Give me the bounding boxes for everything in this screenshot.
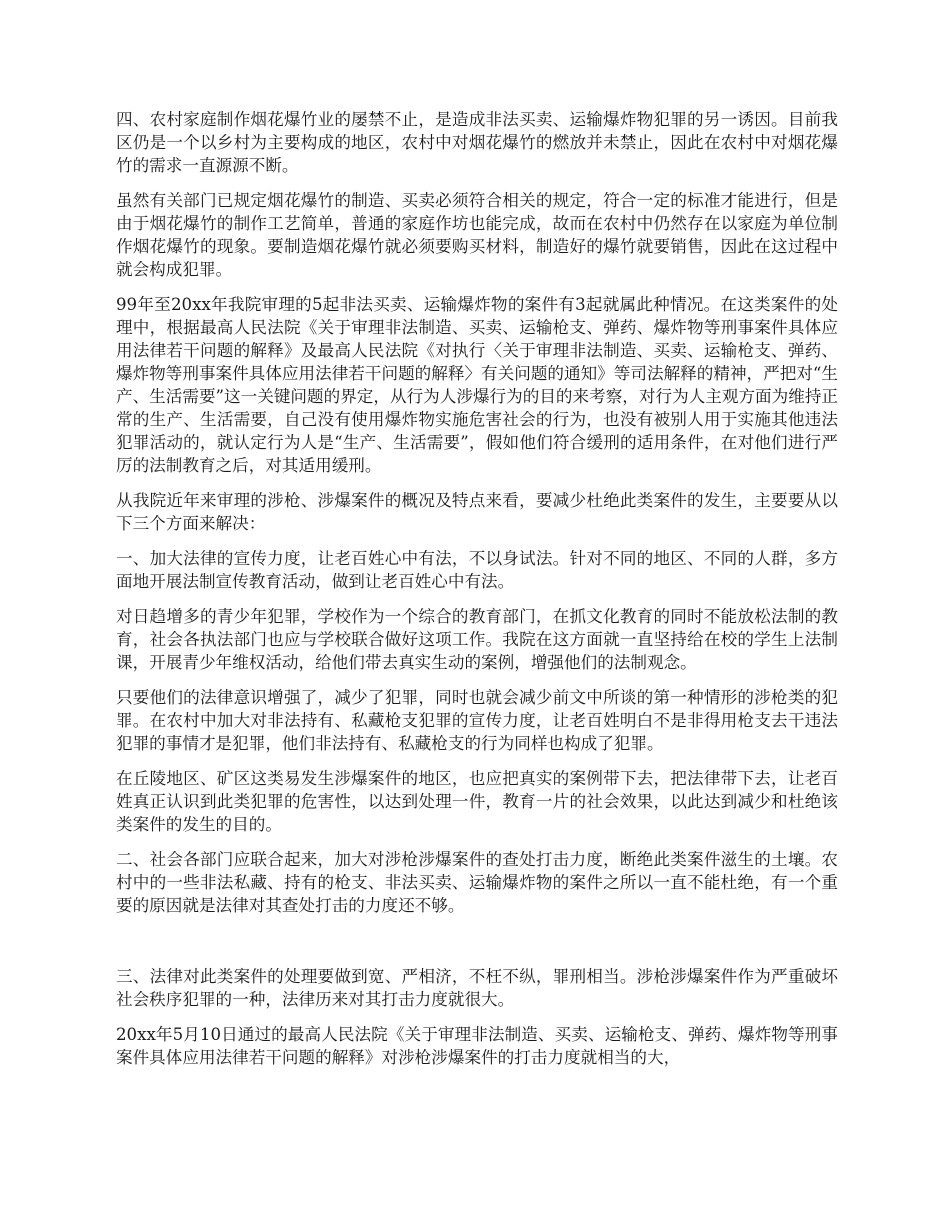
paragraph-fireworks-cause: 四、农村家庭制作烟花爆竹业的屡禁不止，是造成非法买卖、运输爆炸物犯罪的另一诱因。目前我区仍是一个以乡村为主要构成的地区，农村中对烟花爆竹的燃放并未禁止，因此在农村中对烟花爆竹的需求一直源源不断。	[116, 110, 838, 175]
paragraph-hilly-mining-areas: 在丘陵地区、矿区这类易发生涉爆案件的地区，也应把真实的案例带下去，把法律带下去，让老百姓真正认识到此类犯罪的危害性，以达到处理一件，教育一片的社会效果，以此达到减少和杜绝该类案件的发生的目的。	[116, 769, 838, 834]
paragraph-solution-three: 三、法律对此类案件的处理要做到宽、严相济，不枉不纵，罪刑相当。涉枪涉爆案件作为严重破坏社会秩序犯罪的一种，法律历来对其打击力度就很大。	[116, 967, 838, 1009]
paragraph-fireworks-regulation: 虽然有关部门已规定烟花爆竹的制造、买卖必须符合相关的规定，符合一定的标准才能进行，但是由于烟花爆竹的制作工艺简单，普通的家庭作坊也能完成，故而在农村中仍然存在以家庭为单位制作烟花爆竹的现象。要制造烟花爆竹就必须要购买材料，制造好的爆竹就要销售，因此在这过程中就会构成犯罪。	[116, 191, 838, 279]
document-body	[116, 108, 838, 1081]
paragraph-solutions-intro: 从我院近年来审理的涉枪、涉爆案件的概况及特点来看，要减少杜绝此类案件的发生，主要要从以下三个方面来解决：	[116, 491, 838, 533]
paragraph-legal-awareness: 只要他们的法律意识增强了，减少了犯罪，同时也就会减少前文中所谈的第一种情形的涉枪类的犯罪。在农村中加大对非法持有、私藏枪支犯罪的宣传力度，让老百姓明白不是非得用枪支去干违法犯罪的事情才是犯罪，他们非法持有、私藏枪支的行为同样也构成了犯罪。	[116, 688, 838, 753]
paragraph-case-statistics: 99年至20xx年我院审理的5起非法买卖、运输爆炸物的案件有3起就属此种情况。在这类案件的处理中，根据最高人民法院《关于审理非法制造、买卖、运输枪支、弹药、爆炸物等刑事案件具体应用法律若干问题的解释》及最高人民法院《对执行〈关于审理非法制造、买卖、运输枪支、弹药、爆炸物等刑事案件具体应用法律若干问题的解释〉有关问题的通知》等司法解释的精神，严把对“生产、生活需要”这一关键问题的界定，从行为人涉爆行为的目的来考察，对行为人主观方面为维持正常的生产、生活需要，自己没有使用爆炸物实施危害社会的行为，也没有被别人用于实施其他违法犯罪活动的，就认定行为人是“生产、生活需要”，假如他们符合缓刑的适用条件，在对他们进行严厉的法制教育之后，对其适用缓刑。	[116, 295, 839, 475]
paragraph-judicial-interpretation: 20xx年5月10日通过的最高人民法院《关于审理非法制造、买卖、运输枪支、弹药、爆炸物等刑事案件具体应用法律若干问题的解释》对涉枪涉爆案件的打击力度就相当的大，	[116, 1025, 838, 1067]
paragraph-solution-one: 一、加大法律的宣传力度，让老百姓心中有法，不以身试法。针对不同的地区、不同的人群，多方面地开展法制宣传教育活动，做到让老百姓心中有法。	[116, 549, 838, 591]
paragraph-youth-education: 对日趋增多的青少年犯罪，学校作为一个综合的教育部门，在抓文化教育的同时不能放松法制的教育，社会各执法部门也应与学校联合做好这项工作。我院在这方面就一直坚持给在校的学生上法制课，开展青少年维权活动，给他们带去真实生动的案例，增强他们的法制观念。	[116, 607, 838, 672]
paragraph-solution-two: 二、社会各部门应联合起来，加大对涉枪涉爆案件的查处打击力度，断绝此类案件滋生的土壤。农村中的一些非法私藏、持有的枪支、非法买卖、运输爆炸物的案件之所以一直不能杜绝，有一个重要的原因就是法律对其查处打击的力度还不够。	[116, 850, 838, 915]
